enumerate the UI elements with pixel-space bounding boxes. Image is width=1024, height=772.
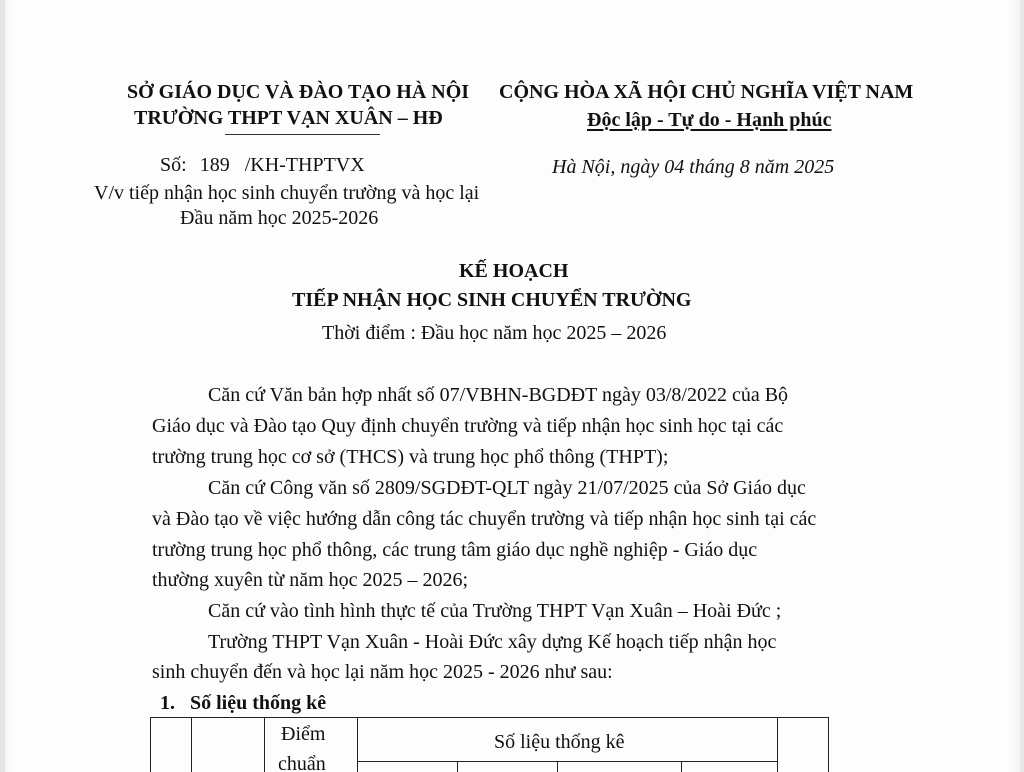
body-line: Giáo dục và Đào tạo Quy định chuyển trường và tiếp nhận học sinh học tại các xyxy=(152,415,784,437)
number-code: /KH-THPTVX xyxy=(244,154,365,176)
body-line: Trường THPT Vạn Xuân - Hoài Đức xây dựng Kế hoạch tiếp nhận học xyxy=(208,631,777,653)
body-line: trường trung học cơ sở (THCS) và trung học phổ thông (THPT); xyxy=(152,446,669,468)
number-label: Số: xyxy=(160,154,187,176)
table-subcol-divider xyxy=(681,761,682,772)
document-number xyxy=(160,153,365,177)
page-edge-left xyxy=(0,0,5,772)
table-col-divider xyxy=(777,718,778,772)
table-header-diem: Điểm xyxy=(281,723,326,745)
national-motto: Độc lập - Tự do - Hạnh phúc xyxy=(587,109,832,131)
table-subcol-divider xyxy=(557,761,558,772)
subject-line-2: Đầu năm học 2025-2026 xyxy=(180,207,379,229)
plan-timing: Thời điểm : Đầu học năm học 2025 – 2026 xyxy=(322,322,667,344)
body-line: thường xuyên từ năm học 2025 – 2026; xyxy=(152,569,469,591)
school-underline xyxy=(225,134,380,135)
page-edge-right xyxy=(1020,0,1024,772)
number-value: 189 xyxy=(199,154,230,176)
table-col-divider xyxy=(264,718,265,772)
body-line: Căn cứ Văn bản hợp nhất số 07/VBHN-BGDĐT ngày 03/8/2022 của Bộ xyxy=(208,384,789,406)
table-col-divider xyxy=(357,718,358,772)
country-name: CỘNG HÒA XÃ HỘI CHỦ NGHĨA VIỆT NAM xyxy=(499,81,914,103)
plan-subtitle: TIẾP NHẬN HỌC SINH CHUYỂN TRƯỜNG xyxy=(292,289,692,311)
table-group-divider xyxy=(357,761,777,762)
section-1-title: Số liệu thống kê xyxy=(190,692,327,714)
place-and-date: Hà Nội, ngày 04 tháng 8 năm 2025 xyxy=(552,156,835,178)
section-1-heading xyxy=(160,691,326,715)
table-subcol-divider xyxy=(457,761,458,772)
plan-title: KẾ HOẠCH xyxy=(459,260,569,282)
table-group-header: Số liệu thống kê xyxy=(494,731,625,753)
statistics-table xyxy=(150,717,829,772)
body-line: sinh chuyển đến và học lại năm học 2025 - 2026 như sau: xyxy=(152,661,613,683)
table-header-chuan: chuẩn xyxy=(278,753,326,772)
section-1-number: 1. xyxy=(160,692,175,714)
department-name: SỞ GIÁO DỤC VÀ ĐÀO TẠO HÀ NỘI xyxy=(127,81,470,103)
subject-line-1: V/v tiếp nhận học sinh chuyển trường và học lại xyxy=(94,182,480,204)
body-line: và Đào tạo về việc hướng dẫn công tác chuyển trường và tiếp nhận học sinh tại các xyxy=(152,508,817,530)
body-line: Căn cứ Công văn số 2809/SGDĐT-QLT ngày 21/07/2025 của Sở Giáo dục xyxy=(208,477,806,499)
body-line: Căn cứ vào tình hình thực tế của Trường THPT Vạn Xuân – Hoài Đức ; xyxy=(208,600,782,622)
school-name: TRƯỜNG THPT VẠN XUÂN – HĐ xyxy=(134,107,443,129)
body-line: trường trung học phổ thông, các trung tâm giáo dục nghề nghiệp - Giáo dục xyxy=(152,539,758,561)
table-col-divider xyxy=(191,718,192,772)
